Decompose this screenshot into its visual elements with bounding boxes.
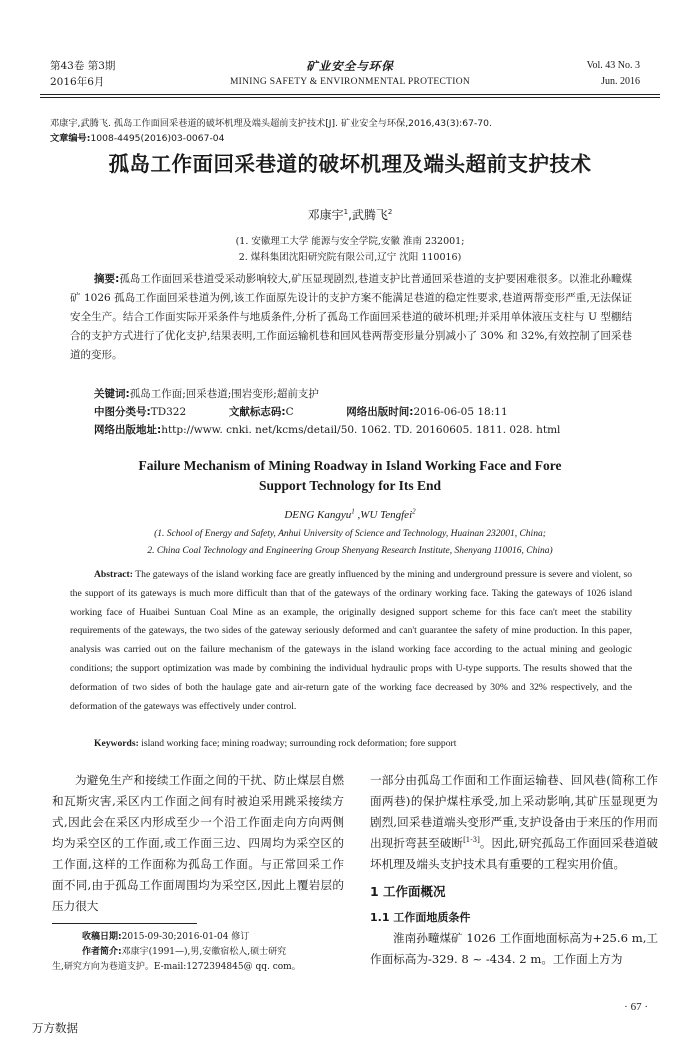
pub-time-value: 2016-06-05 18:11	[413, 406, 508, 418]
title-en-line-2: Support Technology for Its End	[258, 478, 442, 493]
keywords-cn-label: 关键词:	[94, 388, 130, 400]
affiliation-en-1: (1. School of Energy and Safety, Anhui University of Science and Technology, Huainan 232001, China;	[154, 529, 546, 539]
author-1-cn-sup: 1	[343, 208, 349, 216]
abstract-en-text: The gateways of the island working face are greatly influenced by the mining and underground pressure is severe and violent, so the support of its gateways is much more difficult than that of the gateways of the ordinary working face. Taking the gateways of 1026 island working face of Huaibei Suntuan Coal Mine as an example, the originally designed support scheme for this face can't meet the stability requirements of the gateways, the two sides of the gateway seriously deformed and can't guarantee the safety of mine production. In this paper, analysis was carried out on the failure mechanism of the gateways in the island working face according to the actual mining and geologic conditions; the support optimization was made by combining the individual hydraulic props with U-type supports. The results showed that the deformation of two sides of both the haulage gate and air-return gate of the working face decreased by 30% and 32% respectively, and the deformation of the gateways was effectively under control.	[70, 569, 632, 712]
abstract-en-label: Abstract:	[94, 569, 133, 580]
header-rule-thick	[40, 94, 660, 95]
header-center	[40, 58, 660, 90]
journal-name-cn: 矿业安全与环保	[306, 59, 394, 73]
author-2-cn-sup: 2	[387, 208, 393, 216]
abstract-cn	[70, 270, 632, 365]
author-1-cn: 邓康宇	[307, 208, 344, 222]
keywords-cn	[94, 385, 319, 403]
document-number	[50, 131, 224, 146]
authors-en	[0, 507, 700, 523]
clc-label: 中图分类号:	[94, 406, 151, 418]
received-value: 2015-09-30;2016-01-04 修订	[121, 932, 250, 942]
author-sep-en: ,	[354, 509, 361, 521]
doc-code-value: C	[285, 406, 294, 418]
author-bio-line	[52, 945, 347, 960]
affiliation-cn-2: 2. 煤科集团沈阳研究院有限公司,辽宁 沈阳 110016)	[238, 252, 462, 263]
watermark-text: 万方数据	[32, 1021, 78, 1035]
author-bio-value: 邓康宇(1991—),男,安徽宿松人,硕士研究	[121, 947, 287, 957]
title-cn: 孤岛工作面回采巷道的破坏机理及端头超前支护技术	[108, 152, 592, 176]
footnote	[52, 930, 347, 975]
intro-paragraph-continued	[370, 770, 658, 875]
citation-ref-1-3: [1-3]	[463, 836, 480, 845]
intro-continued-text-b: 。因此,研究孤岛工作面回采巷道破坏机理及端头支护技术具有重要的工程实用价值。	[370, 836, 658, 871]
keywords-en-label: Keywords:	[94, 738, 139, 749]
volume-issue-en: Vol. 43 No. 3	[586, 60, 640, 71]
author-2-en-sup: 2	[412, 507, 416, 516]
title-en	[0, 456, 700, 496]
authors-cn	[0, 206, 700, 224]
body-right-column	[370, 770, 658, 970]
keywords-cn-text: 孤岛工作面;回采巷道;围岩变形;超前支护	[129, 388, 319, 400]
abstract-cn-text: 孤岛工作面回采巷道受采动影响较大,矿压显现剧烈,巷道支护比普通回采巷道的支护要困难很多。以淮北孙疃煤矿 1026 孤岛工作面回采巷道为例,该工作面原先设计的支护方案不能满足巷道的稳定性要求,巷道两帮变形严重,无法保证安全生产。结合工作面实际开采条件与地质条件,分析了孤岛工作面回采巷道的破坏机理;并采用单体液压支柱与 U 型棚结合的支护方式进行了优化支护,结果表明,工作面运输机巷和回风巷两帮变形量分别减小了 30% 和 32%,有效控制了回采巷道的变形。	[70, 273, 632, 361]
section-1-heading: 1 工作面概况	[370, 884, 446, 899]
citation-line: 邓康宇,武腾飞. 孤岛工作面回采巷道的破坏机理及端头超前支护技术[J]. 矿业安全与环保,2016,43(3):67-70.	[50, 118, 492, 129]
doc-code-label: 文献标志码:	[228, 406, 286, 418]
author-2-en: WU Tengfei	[360, 509, 413, 521]
document-number-label: 文章编号:	[50, 133, 91, 144]
footnote-rule	[52, 923, 197, 924]
abstract-en	[70, 566, 632, 716]
pub-time-label: 网络出版时间:	[346, 406, 414, 418]
author-1-en-sup: 1	[351, 507, 355, 516]
intro-paragraph-1: 为避免生产和接续工作面之间的干扰、防止煤层自燃和瓦斯灾害,采区内工作面之间有时被迫采用跳采接续方式,因此会在采区内形成至少一个沿工作面走向方向两侧均为采空区的工作面,或工作面三边、四周均为采空区的工作面,这样的工作面称为孤岛工作面。与正常回采工作面不同,由于孤岛工作面周围均为采空区,因此上覆岩层的压力很大	[52, 773, 344, 913]
intro-continued-text-a: 一部分由孤岛工作面和工作面运输巷、回风巷(简称工作面两巷)的保护煤柱承受,加上采动影响,其矿压显现更为剧烈,回采巷道端头变形严重,支护设备由于来压的作用而出现折弯甚至破断	[370, 773, 658, 850]
header-rule-thin	[40, 97, 660, 98]
author-bio-label: 作者简介:	[82, 947, 122, 957]
keywords-en	[94, 736, 456, 752]
header-right	[587, 58, 640, 90]
subsection-1-1-heading: 1.1 工作面地质条件	[370, 911, 471, 924]
url-value[interactable]: http://www. cnki. net/kcms/detail/50. 1062. TD. 20160605. 1811. 028. html	[161, 424, 561, 436]
journal-name-en: MINING SAFETY & ENVIRONMENTAL PROTECTION	[229, 77, 471, 87]
affiliation-en-2: 2. China Coal Technology and Engineering Group Shenyang Research Institute, Shenyang 110016, China)	[147, 546, 553, 556]
running-header	[40, 48, 660, 100]
received-date-line	[52, 930, 347, 945]
author-sep-cn: ,	[348, 208, 352, 222]
document-number-value: 1008-4495(2016)03-0067-04	[90, 133, 225, 144]
received-label: 收稿日期:	[82, 932, 122, 942]
keywords-en-text: island working face; mining roadway; surrounding rock deformation; fore support	[141, 738, 457, 749]
url-label: 网络出版地址:	[94, 424, 162, 436]
classification-row	[94, 403, 508, 421]
author-1-en: DENG Kangyu	[284, 509, 352, 521]
affiliations-cn	[0, 234, 700, 266]
date-cn: 2016年6月	[50, 76, 105, 88]
author-2-cn: 武腾飞	[351, 208, 388, 222]
abstract-cn-label: 摘要:	[94, 273, 120, 285]
affiliation-cn-1: (1. 安徽理工大学 能源与安全学院,安徽 淮南 232001;	[235, 236, 465, 247]
publication-url-row	[94, 421, 560, 439]
volume-issue-cn: 第43卷 第3期	[50, 60, 116, 72]
affiliations-en	[0, 526, 700, 560]
clc-value: TD322	[150, 406, 187, 418]
page-number: · 67 ·	[624, 1001, 648, 1013]
title-en-line-1: Failure Mechanism of Mining Roadway in Island Working Face and Fore	[138, 458, 562, 473]
author-bio-line-2: 生,研究方向为巷道支护。E-mail:1272394845@ qq. com。	[52, 962, 301, 972]
date-en: Jun. 2016	[601, 76, 640, 87]
section-1-1-paragraph: 淮南孙疃煤矿 1026 工作面地面标高为+25.6 m,工作面标高为-329. 8 ~ -434. 2 m。工作面上方为	[370, 931, 658, 966]
body-left-column	[52, 770, 344, 917]
